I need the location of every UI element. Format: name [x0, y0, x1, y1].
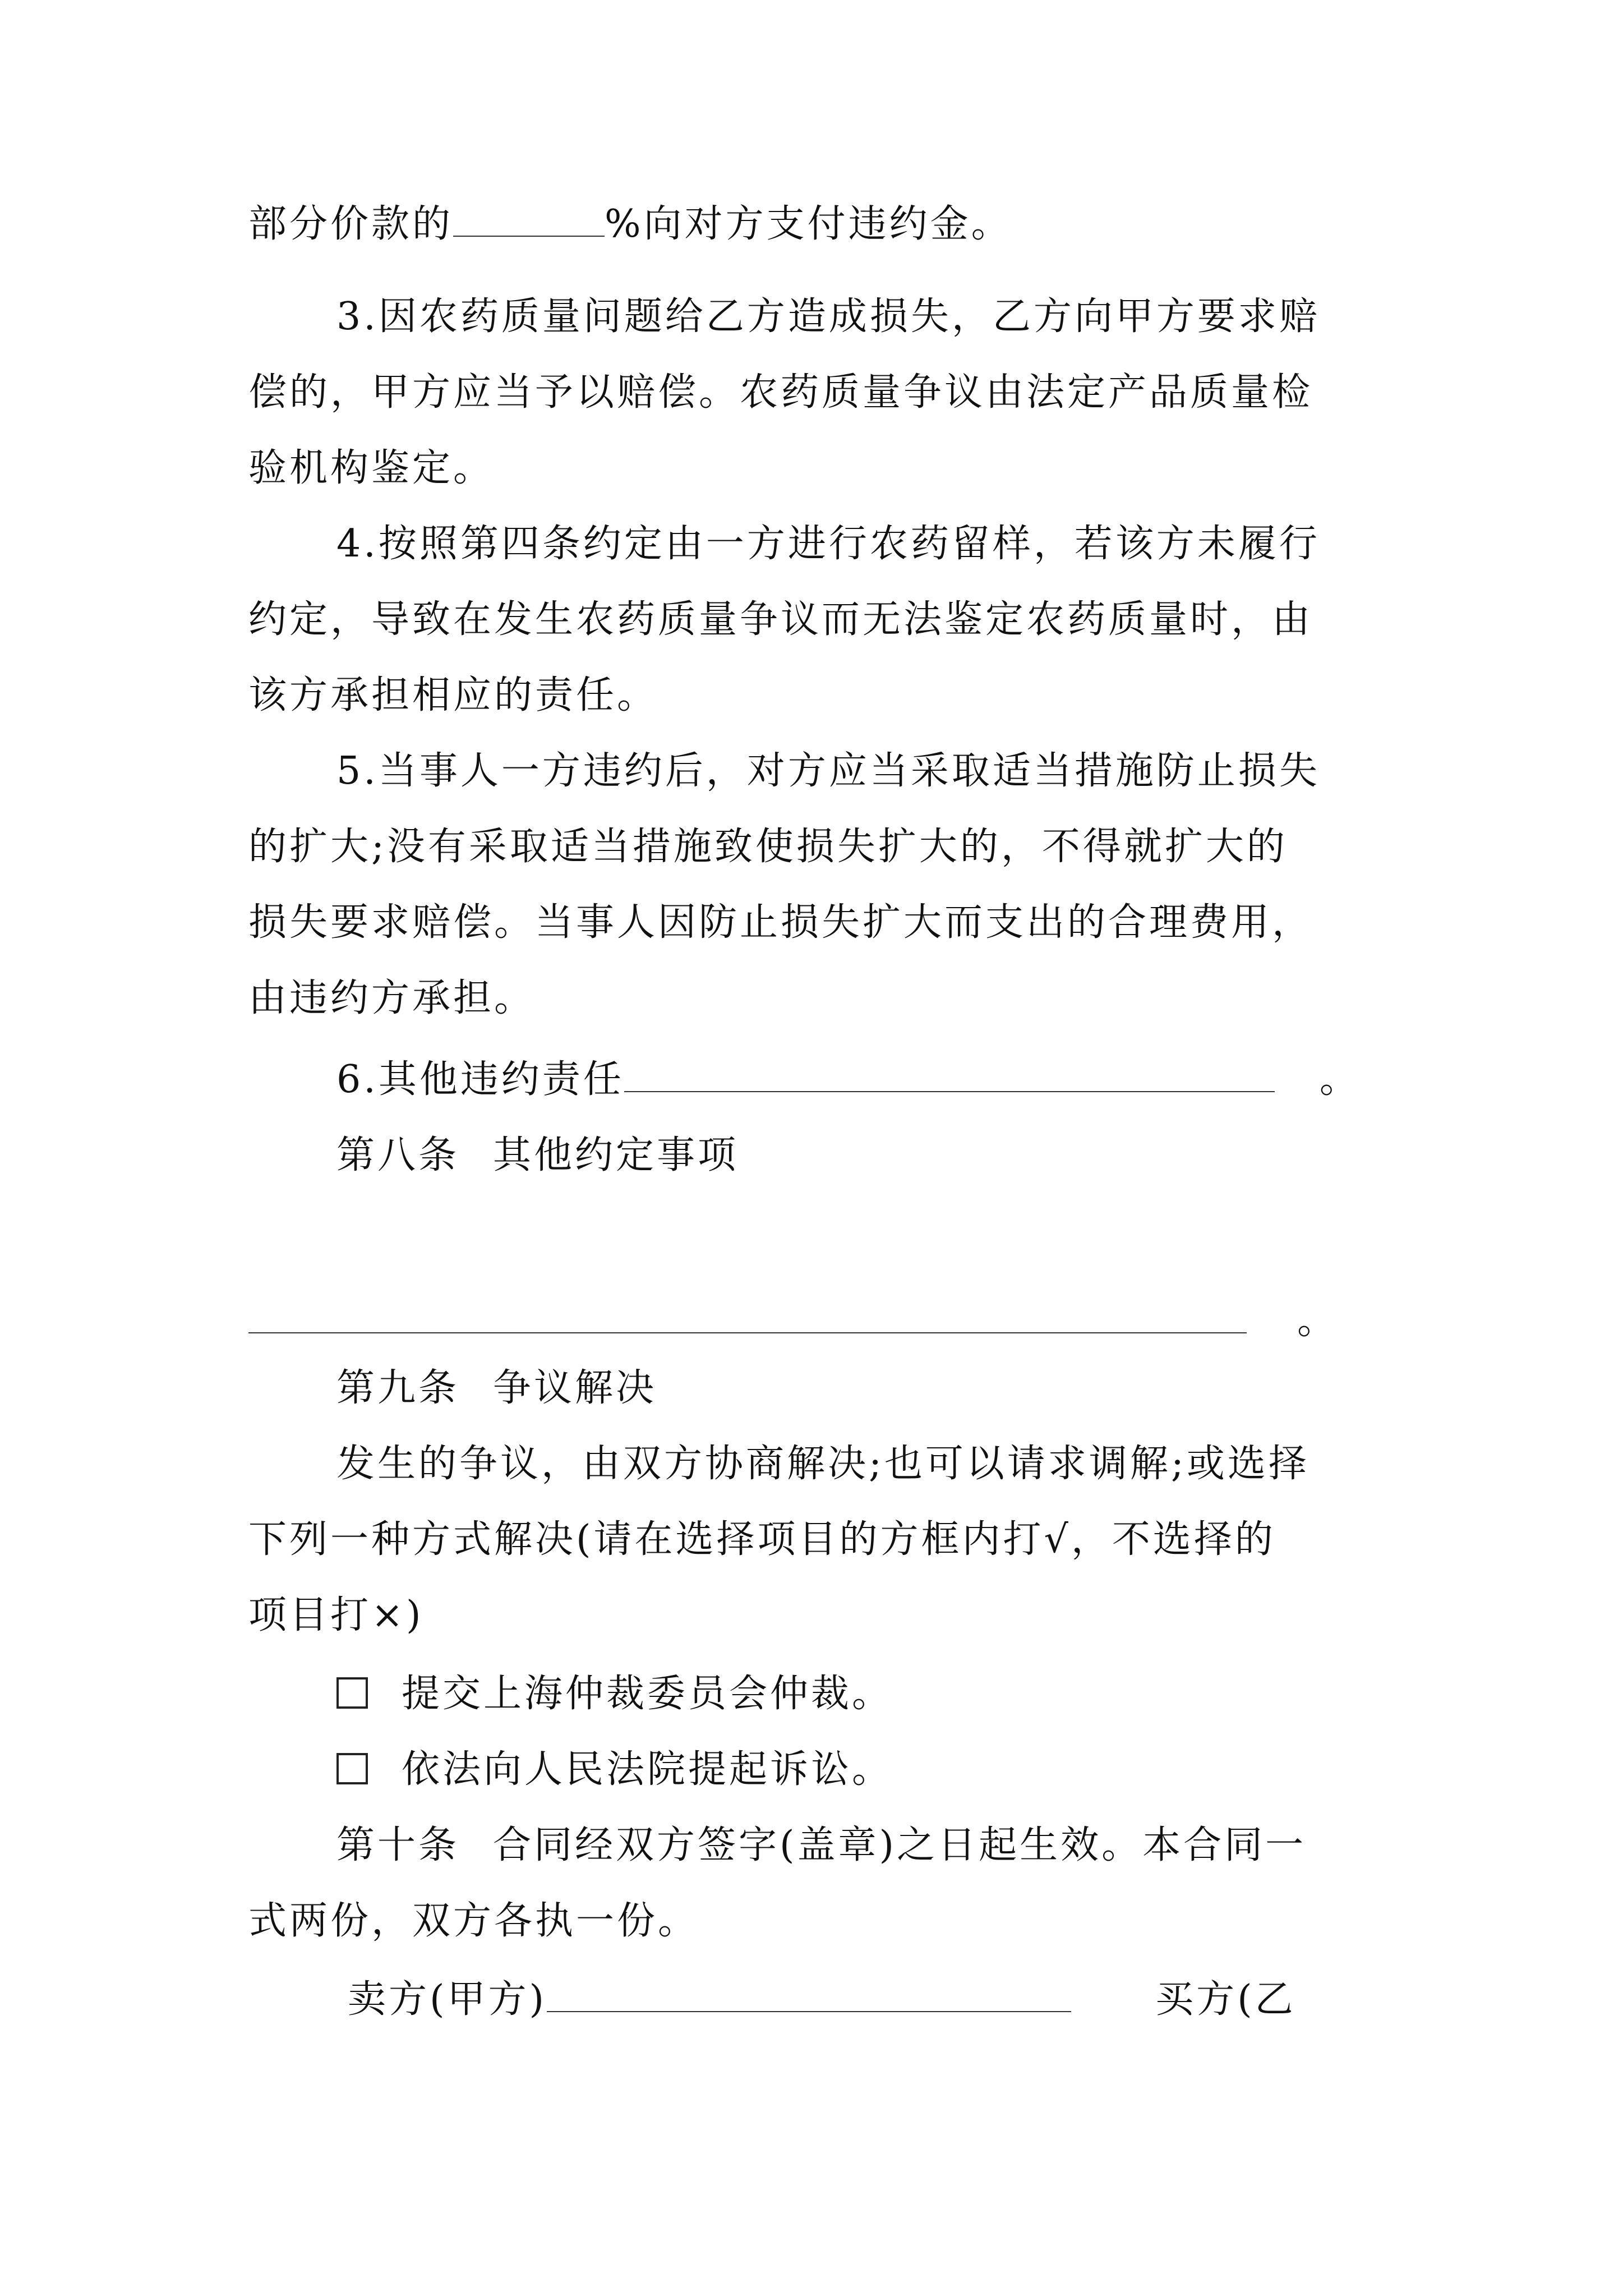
buyer-label: 买方(乙: [1155, 1977, 1296, 2022]
clause-6-line: [336, 1055, 1361, 1105]
text: 争议解决: [493, 1366, 657, 1410]
clause-4-line-2: 约定，导致在发生农药质量争议而无法鉴定农药质量时，由: [248, 597, 1313, 642]
other-terms-blank[interactable]: [248, 1299, 1247, 1333]
seller-signature-blank[interactable]: [547, 1977, 1071, 2012]
clause-5-line-3: 损失要求赔偿。当事人因防止损失扩大而支出的合理费用，: [248, 900, 1313, 945]
clause-3-line-2: 偿的，甲方应当予以赔偿。农药质量争议由法定产品质量检: [248, 370, 1313, 415]
clause-5-line-1: 5.当事人一方违约后，对方应当采取适当措施防止损失: [336, 749, 1320, 793]
text: 6.其他违约责任: [336, 1057, 624, 1102]
text: 依法向人民法院提起诉讼。: [402, 1747, 893, 1792]
text: 第八条: [336, 1133, 460, 1177]
clause-5-line-4: 由违约方承担。: [248, 976, 536, 1020]
article-8-blank-line: [248, 1296, 1338, 1346]
article-9-line-3: 项目打×): [248, 1593, 424, 1637]
clause-4-line-1: 4.按照第四条约定由一方进行农药留样，若该方未履行: [336, 522, 1320, 566]
text: 其他约定事项: [493, 1133, 739, 1177]
signature-line: [348, 1975, 1296, 2025]
clause-4-line-3: 该方承担相应的责任。: [248, 673, 658, 717]
text: 提交上海仲裁委员会仲裁。: [402, 1672, 893, 1716]
article-9-line-2: 下列一种方式解决(请在选择项目的方框内打√，不选择的: [248, 1517, 1276, 1562]
text: 。: [1319, 1057, 1361, 1102]
text-line: [248, 199, 1012, 250]
seller-label: 卖方(甲方): [348, 1977, 547, 2022]
text: %向对方支付违约金。: [605, 202, 1012, 246]
litigation-checkbox[interactable]: [336, 1753, 368, 1784]
text: 第十条: [336, 1823, 460, 1867]
clause-3-line-1: 3.因农药质量问题给乙方造成损失，乙方向甲方要求赔: [336, 295, 1320, 339]
article-10-line-2: 式两份，双方各执一份。: [248, 1899, 699, 1943]
article-9-line-1: 发生的争议，由双方协商解决;也可以请求调解;或选择: [336, 1442, 1310, 1486]
text: 。: [1297, 1299, 1339, 1343]
article-9-heading: [336, 1363, 657, 1414]
arbitration-checkbox[interactable]: [336, 1677, 368, 1709]
text: 部分价款的: [248, 202, 454, 246]
text: 合同经双方签字(盖章)之日起生效。本合同一: [493, 1823, 1307, 1867]
text: 第九条: [336, 1366, 460, 1410]
penalty-percent-blank[interactable]: [453, 202, 605, 237]
clause-5-line-2: 的扩大;没有采取适当措施致使损失扩大的，不得就扩大的: [248, 825, 1288, 869]
option-arbitration: [336, 1669, 893, 1719]
other-liability-blank[interactable]: [624, 1057, 1275, 1092]
option-litigation: [336, 1745, 893, 1795]
article-8-heading: [336, 1130, 739, 1181]
clause-3-line-3: 验机构鉴定。: [248, 446, 495, 490]
article-10-line-1: [336, 1820, 1306, 1871]
